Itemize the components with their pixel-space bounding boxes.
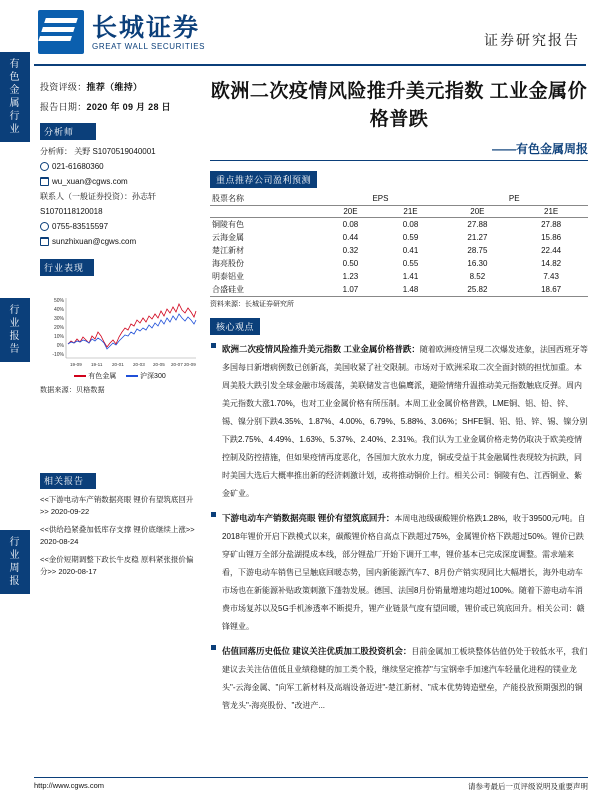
related-reports [40, 463, 200, 584]
related-report-item[interactable]: <<下游电动车产销数据亮眼 锂价有望筑底回升>> 2020-09-22 [40, 495, 194, 516]
cell-pe-21e: 27.88 [541, 220, 562, 229]
rail-char: 金 [9, 85, 21, 96]
contact-phone-row [40, 220, 200, 234]
svg-text:10%: 10% [53, 334, 64, 340]
legend-label-nonferrous: 有色金属 [88, 373, 117, 380]
chart-plot-area [40, 296, 198, 370]
footer-disclaimer: 请参考最后一页评级说明及重要声明 [468, 782, 588, 791]
table-row [210, 283, 588, 297]
footer-url[interactable]: http://www.cgws.com [34, 781, 105, 790]
svg-text:40%: 40% [53, 307, 64, 313]
table-group-row [210, 192, 588, 206]
cell-pe-20e: 16.30 [467, 259, 488, 268]
col-pe-20e: 20E [441, 206, 515, 218]
table-source-note: 资料来源：长城证券研究所 [210, 301, 294, 308]
cell-eps-21e: 0.41 [402, 246, 419, 255]
group-pe: PE [441, 192, 588, 206]
table-row [210, 218, 588, 232]
chart-svg [40, 296, 198, 370]
phone-icon [40, 222, 49, 231]
cell-pe-21e: 15.86 [541, 233, 562, 242]
industry-performance-header: 行业表现 [40, 259, 94, 276]
table-row [210, 257, 588, 270]
cell-pe-21e: 14.82 [541, 259, 562, 268]
bullet-title: 欧洲二次疫情风险推升美元指数 工业金属价格普跌： [222, 344, 420, 354]
cell-pe-21e: 7.43 [543, 272, 559, 281]
legend-color-hs300 [126, 375, 138, 377]
cell-stock-name: 铜陵有色 [212, 220, 244, 229]
cell-eps-20e: 1.07 [320, 283, 380, 297]
cell-stock-name: 海亮股份 [212, 259, 244, 268]
col-eps-20e: 20E [320, 206, 380, 218]
investment-rating-label: 投资评级： [40, 82, 87, 92]
rail-char: 有 [9, 59, 21, 70]
table-row [210, 270, 588, 283]
report-date-label: 报告日期： [40, 102, 87, 112]
analyst-email-row [40, 175, 200, 189]
cell-eps-20e: 0.44 [342, 233, 359, 242]
cell-pe-21e: 18.67 [514, 283, 588, 297]
svg-text:0%: 0% [56, 343, 64, 349]
core-view-bullet [210, 508, 588, 634]
phone-icon [40, 162, 49, 171]
analyst-name-row [40, 145, 200, 159]
svg-text:30%: 30% [53, 316, 64, 322]
table-row [210, 244, 588, 257]
cell-eps-20e: 0.32 [342, 246, 359, 255]
rail-char: 属 [9, 98, 21, 109]
rail-char: 业 [9, 550, 21, 561]
svg-text:20-07: 20-07 [171, 362, 183, 367]
brand-name-cn: 长城证券 [92, 13, 201, 42]
col-stock-name: 股票名称 [210, 192, 320, 206]
investment-rating-value: 推荐（维持） [86, 82, 143, 92]
svg-text:20-05: 20-05 [153, 362, 165, 367]
cell-eps-20e: 1.23 [342, 272, 359, 281]
left-rail [0, 0, 34, 800]
bullet-body: 目前金属加工板块整体估值仍处于较低水平，我们建议去关注估值低且业绩稳健的加工类个股，继续坚定推荐"与宝钢牵手加速汽车轻量化进程的镁业龙头"-云海金属、"向军工新材料及高端设备迈进"-楚江新材、"成本优势铸造壁垒，产能投放预期强烈的铜管龙头"-海亮股份、"改进产... [222, 647, 588, 710]
earnings-table-header: 重点推荐公司盈利预测 [210, 171, 317, 188]
rail-char: 报 [9, 331, 21, 342]
rail-char: 周 [9, 563, 21, 574]
analyst-section-header: 分析师 [40, 123, 96, 140]
industry-performance-chart [40, 296, 198, 394]
core-view-bullet [210, 339, 588, 501]
bullet-body: 随着欧洲疫情呈现二次爆发迹象，法国西班牙等多国每日新增病例数已创新高，美国收紧了社交限制。市场对于欧洲采取二次全面封锁的担忧加重。本周美股大跌引发全球金融市场震荡，美联储发言也偏鹰派，避险情绪升温推动美元指数触底反弹。周内美元指数大涨1.70%，也对工业金属价格有所压制。本周工业金属价格普跌，LME铜、铝、铅、锌、锡、镍分别下跌4.35%、1.87%、4.00%、6.79%、5.88%、3.06%；SHFE铜、铝、铅、锌、锡、镍分别下跌2.75%、4.49%、1.63%、5.37%、2.40%、2.31%。我们认为工业金属价格走势仍取决于欧美疫情控制及防控措施，但如果疫情再度恶化，各国加大放水力度，铜或受益于其金融属性表现较为抗跌，同时美国大选后大概率推出新的经济刺激计划，或将推动铜价上行。相关公司：铜陵有色、江西铜业、紫金矿业。 [222, 345, 588, 498]
contact-code: S1070118120018 [40, 207, 103, 216]
chart-legend [40, 371, 198, 381]
analyst-info [40, 145, 200, 249]
contact-code-row [40, 205, 200, 219]
cell-pe-20e: 27.88 [467, 220, 488, 229]
main-column [210, 78, 588, 720]
svg-text:20-03: 20-03 [133, 362, 145, 367]
table-row [210, 231, 588, 244]
tab-industry-report[interactable] [0, 298, 30, 362]
rail-char: 色 [9, 72, 21, 83]
meta-column [40, 80, 200, 281]
cell-stock-name: 楚江新材 [212, 246, 244, 255]
tab-industry-weekly[interactable] [0, 530, 30, 594]
brand-logo [38, 10, 205, 54]
table-header-row [210, 206, 588, 218]
cell-stock-name: 明泰铝业 [212, 272, 244, 281]
col-eps-21e: 21E [380, 206, 440, 218]
report-date-value: 2020 年 09 月 28 日 [86, 102, 171, 112]
svg-text:20-09: 20-09 [184, 362, 196, 367]
contact-email[interactable]: sunzhixuan@cgws.com [52, 237, 137, 246]
page-title: 欧洲二次疫情风险推升美元指数 工业金属价格普跌 [210, 81, 588, 130]
contact-email-row [40, 235, 200, 249]
mail-icon [40, 237, 49, 246]
analyst-phone-row [40, 160, 200, 174]
rail-char: 告 [9, 344, 21, 355]
bullet-title: 下游电动车产销数据亮眼 锂价有望筑底回升： [222, 513, 395, 523]
related-report-item[interactable]: <<供给趋紧叠加低库存支撑 锂价底继续上涨>> 2020-08-24 [40, 525, 195, 546]
rail-char: 行 [9, 305, 21, 316]
col-pe-21e: 21E [514, 206, 588, 218]
analyst-phone: 021-61680360 [52, 162, 104, 171]
core-view-header: 核心观点 [210, 318, 260, 335]
legend-label-hs300: 沪深300 [140, 373, 166, 380]
report-date [40, 100, 200, 113]
page-subtitle: ——有色金属周报 [210, 140, 588, 161]
rail-char: 行 [9, 537, 21, 548]
svg-text:20%: 20% [53, 325, 64, 331]
svg-text:50%: 50% [53, 298, 64, 304]
related-report-item[interactable]: <<金价短期调整下政长牛皮稳 原料紧张报价偏分>> 2020-08-17 [40, 555, 194, 576]
svg-text:20-01: 20-01 [112, 362, 124, 367]
core-view-bullet [210, 641, 588, 713]
bullet-body: 本周电池级碳酸锂价格跌1.28%，收于39500元/吨。自2018年锂价开启下跌模式以来，碳酸锂价格自高点下跌超过75%，金属锂价格下跌超过50%。锂价已跌穿矿山锂万全部分盐湖提成本线，部分锂盐厂开始下调开工率，锂价基本已完成深度调整。需求端来看，下游电动车销售已呈触底回暖态势，国内新能源汽车7、8月份产销实现同比大幅增长，海外电动车市场也在新能源补贴政策刺激下蓬勃发展。德国、法国8月份销量增速均超过100%。随着下游电动车消费市场复苏以及5G手机渗透率不断提升，锂产业链景气度有望回暖，锂价或已筑底回升。相关公司：赣锋锂业。 [222, 514, 586, 631]
contact-row [40, 190, 200, 204]
report-header [34, 8, 586, 66]
rail-char: 报 [9, 576, 21, 587]
chart-source-note: 数据来源：贝格数据 [40, 387, 105, 394]
greatwall-logo-icon [38, 10, 84, 54]
cell-eps-20e: 0.08 [342, 220, 359, 229]
cell-eps-21e: 0.08 [402, 220, 419, 229]
analyst-name: 分析师： 关野 S1070519040001 [40, 147, 156, 156]
cell-pe-20e: 8.52 [469, 272, 486, 281]
svg-text:-10%: -10% [52, 352, 64, 358]
rail-char: 行 [9, 111, 21, 122]
svg-text:19-09: 19-09 [70, 362, 82, 367]
related-reports-header: 相关报告 [40, 473, 96, 489]
cell-pe-20e: 21.27 [467, 233, 488, 242]
contact-phone: 0755-83515597 [52, 222, 109, 231]
cell-eps-21e: 1.48 [380, 283, 440, 297]
report-type-label: 证券研究报告 [484, 32, 580, 48]
spacer-cell [210, 206, 320, 218]
cell-pe-20e: 25.82 [441, 283, 515, 297]
cell-stock-name: 云海金属 [212, 233, 244, 242]
group-eps: EPS [320, 192, 440, 206]
cell-pe-21e: 22.44 [541, 246, 562, 255]
investment-rating [40, 80, 200, 93]
svg-text:19-11: 19-11 [91, 362, 103, 367]
cell-eps-21e: 0.59 [402, 233, 419, 242]
rail-char: 业 [9, 318, 21, 329]
mail-icon [40, 177, 49, 186]
cell-stock-name: 合盛硅业 [210, 283, 320, 297]
tab-nonferrous-industry[interactable] [0, 52, 30, 142]
rail-char: 业 [9, 124, 21, 135]
brand-name-en: GREAT WALL SECURITIES [92, 41, 206, 51]
contact-name: 联系人（一般证券投资）：孙志轩 [40, 192, 156, 201]
page-footer [34, 777, 588, 792]
cell-eps-21e: 1.41 [402, 272, 419, 281]
cell-pe-20e: 28.75 [467, 246, 488, 255]
earnings-forecast-table [210, 192, 588, 297]
cell-eps-20e: 0.50 [342, 259, 359, 268]
legend-color-nonferrous [74, 375, 86, 377]
analyst-email[interactable]: wu_xuan@cgws.com [52, 177, 128, 186]
bullet-title: 估值回落历史低位 建议关注优质加工股投资机会： [222, 646, 412, 656]
cell-eps-21e: 0.55 [402, 259, 419, 268]
